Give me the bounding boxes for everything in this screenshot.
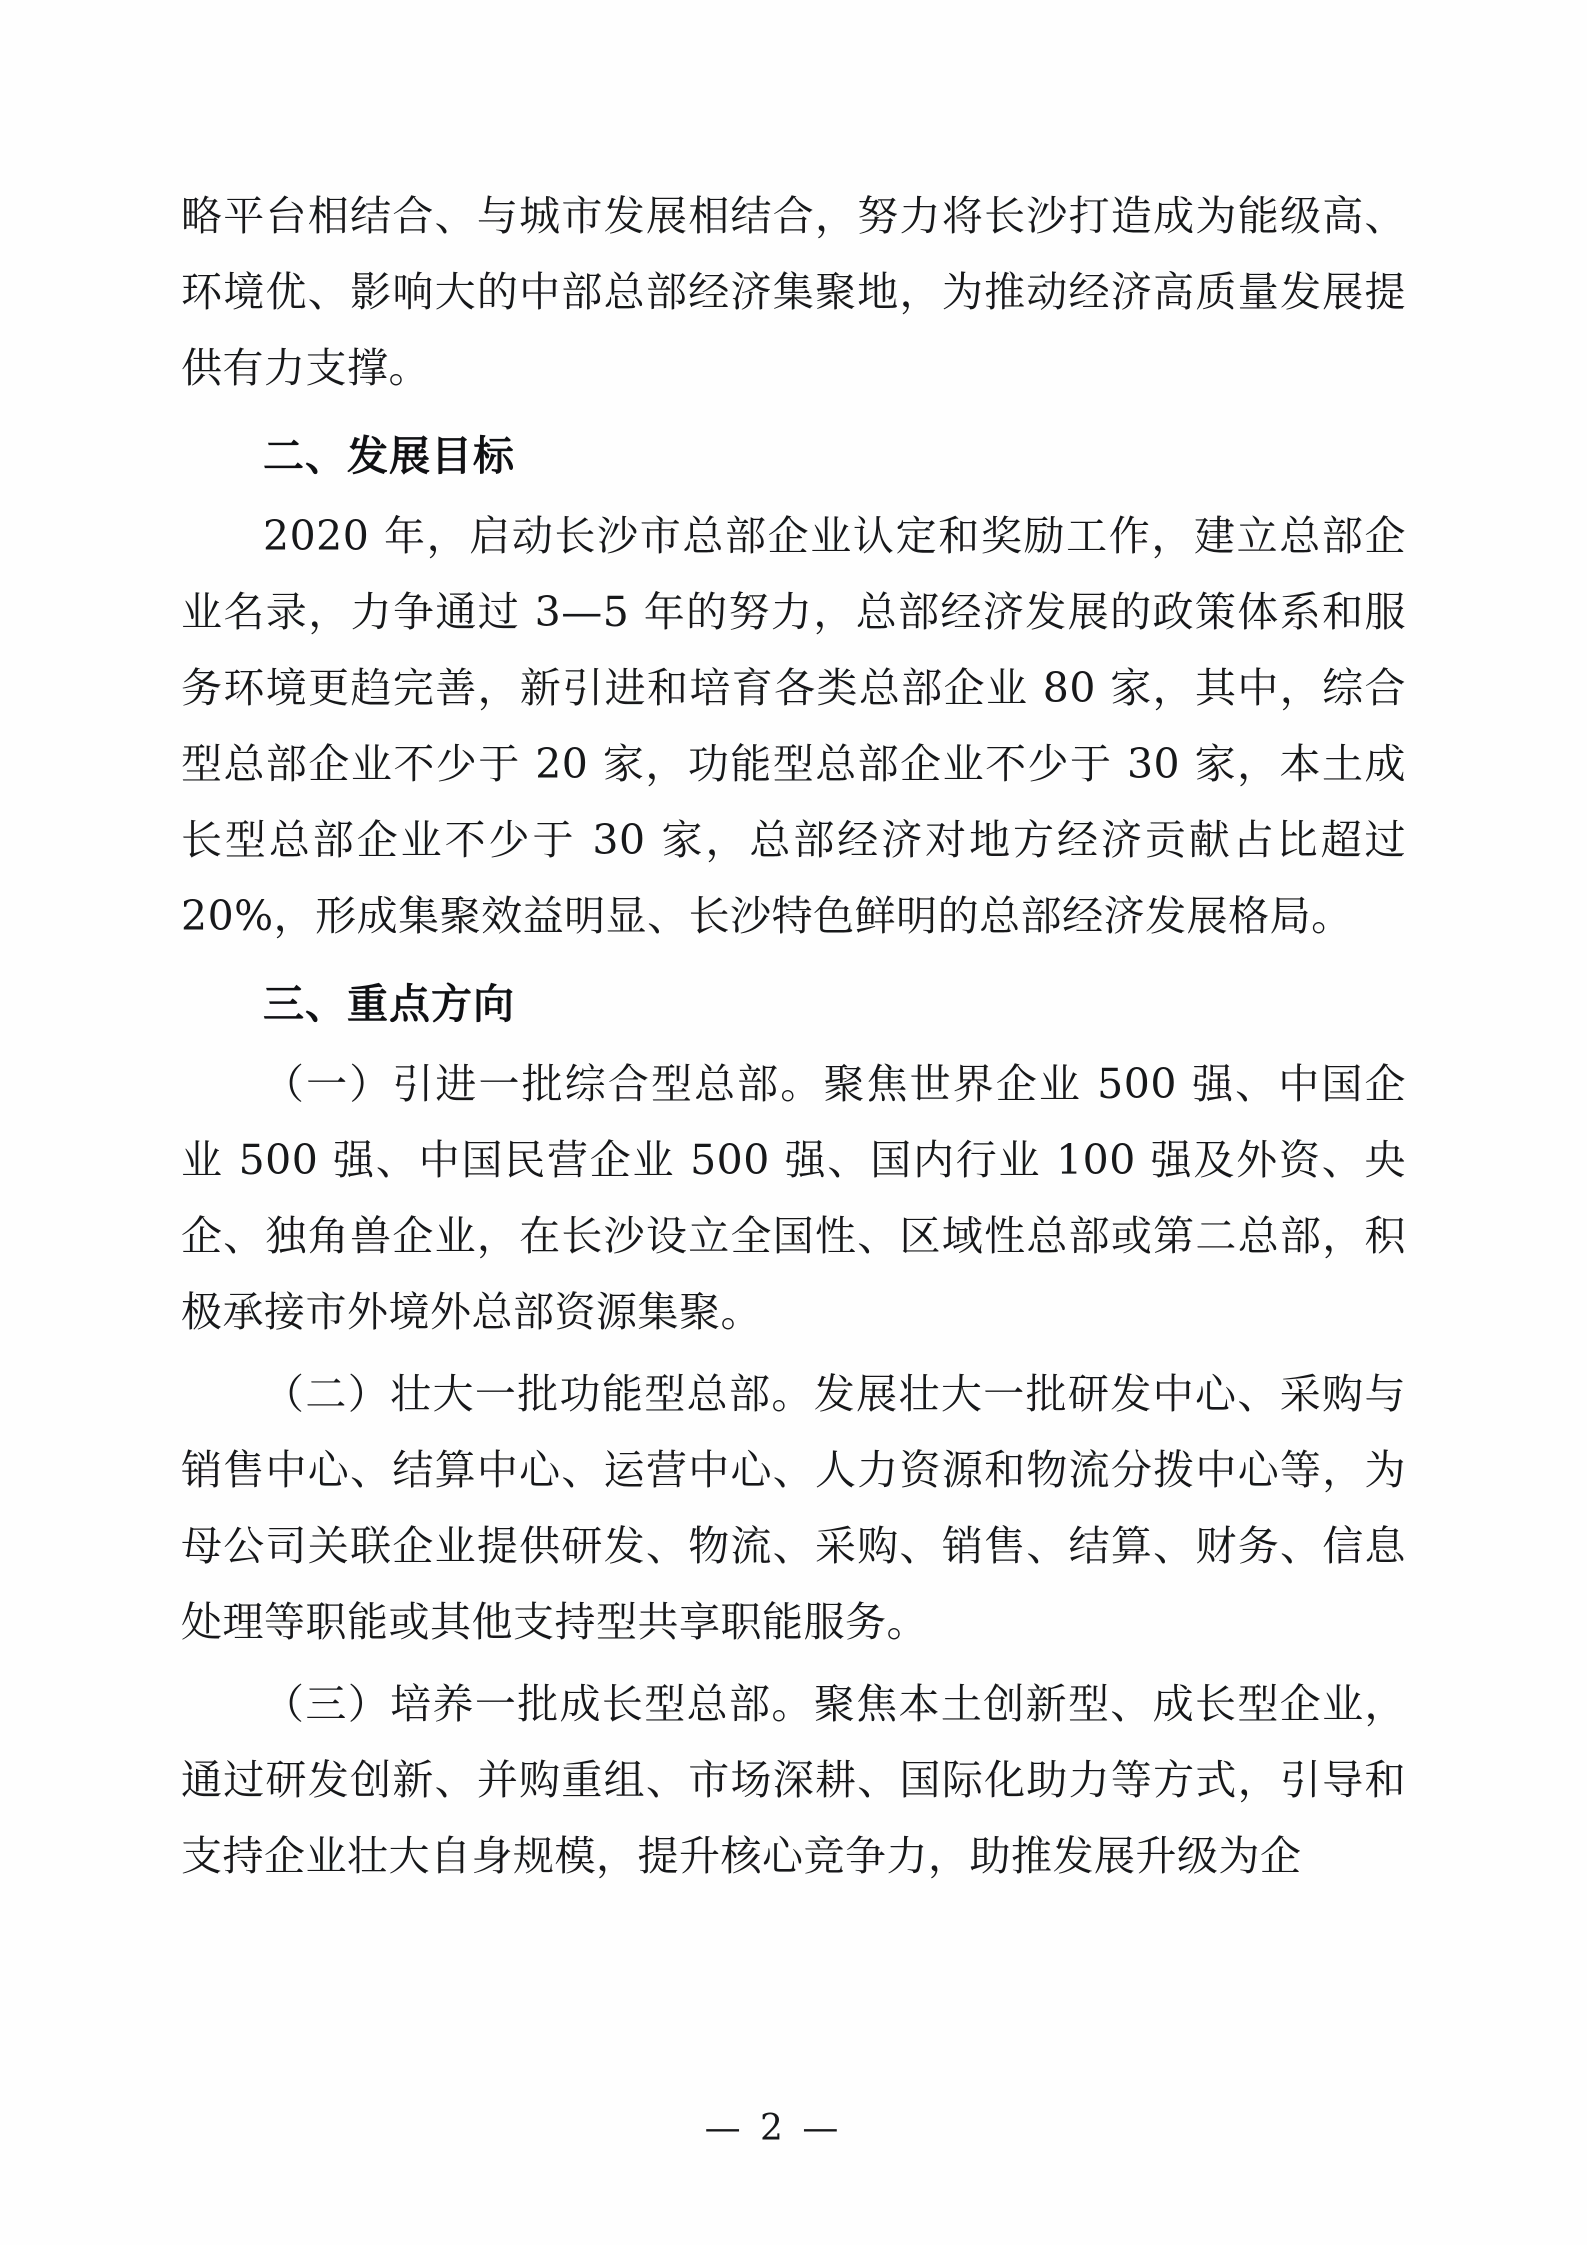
paragraph-item-three: （三）培养一批成长型总部。聚焦本土创新型、成长型企业，通过研发创新、并购重组、市场深耕、国际化助力等方式，引导和支持企业壮大自身规模，提升核心竞争力，助推发展升级为企 <box>181 1680 1406 1880</box>
document-body <box>181 178 1406 1894</box>
section-heading-development-goals: 二、发展目标 <box>263 432 515 480</box>
paragraph-development-goals: 2020 年，启动长沙市总部企业认定和奖励工作，建立总部企业名录，力争通过 3—5 年的努力，总部经济发展的政策体系和服务环境更趋完善，新引进和培育各类总部企业 80 家，其中，综合型总部企业不少于 20 家，功能型总部企业不少于 30 家，本土成长型总部企业不少于 30 家，总部经济对地方经济贡献占比超过 20%，形成集聚效益明显、长沙特色鲜明的总部经济发展格局。 <box>181 512 1406 940</box>
paragraph-continued: 略平台相结合、与城市发展相结合，努力将长沙打造成为能级高、环境优、影响大的中部总部经济集聚地，为推动经济高质量发展提供有力支撑。 <box>181 192 1406 392</box>
page-number-text: — 2 — <box>704 2108 843 2149</box>
page-number <box>0 2108 1587 2149</box>
paragraph-item-two: （二）壮大一批功能型总部。发展壮大一批研发中心、采购与销售中心、结算中心、运营中心、人力资源和物流分拨中心等，为母公司关联企业提供研发、物流、采购、销售、结算、财务、信息处理等职能或其他支持型共享职能服务。 <box>181 1370 1406 1646</box>
section-heading-key-directions: 三、重点方向 <box>263 980 515 1028</box>
paragraph-item-one: （一）引进一批综合型总部。聚焦世界企业 500 强、中国企业 500 强、中国民营企业 500 强、国内行业 100 强及外资、央企、独角兽企业，在长沙设立全国性、区域性总部或第二总部，积极承接市外境外总部资源集聚。 <box>181 1060 1406 1336</box>
